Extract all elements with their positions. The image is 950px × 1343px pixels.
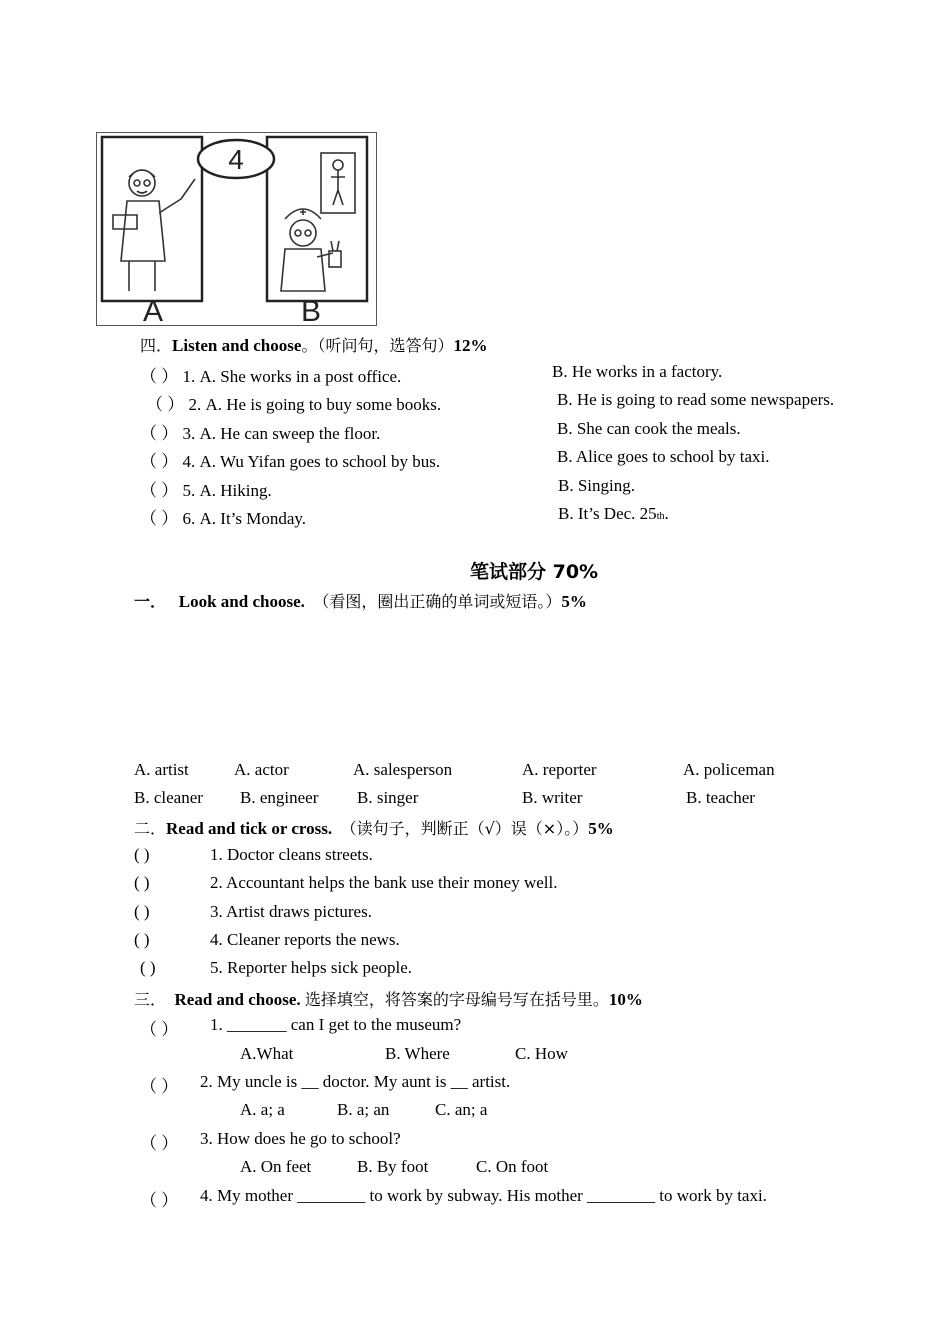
option-a: 2. A. He is going to buy some books. [188,395,442,414]
s1-option-1b[interactable]: B. cleaner [134,788,203,807]
label-a: A [142,295,164,325]
figure-number: 4 [228,144,244,175]
section3-prefix: 三． [134,990,167,1009]
s1-option-3b[interactable]: B. singer [357,788,419,807]
s2-text-3: 3. Artist draws pictures. [210,902,372,921]
answer-paren[interactable]: （ ） [146,395,185,414]
s3-question-3: 3. How does he go to school? [200,1129,401,1148]
section1-heading [134,589,587,612]
written-part-title: 笔试部分 70% [470,561,599,583]
s4-item-2-b: B. He is going to read some newspapers. [557,390,835,409]
section2-heading [134,816,614,839]
s3-q3-opt-c: C. On foot [476,1157,549,1176]
s3-q1-opt-c: C. How [515,1044,568,1063]
s3-q2-opt-b: B. a; an [337,1100,390,1119]
s3-question-4: 4. My mother ________ to work by subway. His mother ________ to work by taxi. [200,1186,767,1205]
s2-paren-2[interactable]: ( ) [134,873,150,892]
s3-paren-4[interactable]: （ ） [140,1191,179,1210]
answer-paren[interactable]: （ ） [140,509,179,528]
picture-question-4 [96,132,377,326]
s2-text-1: 1. Doctor cleans streets. [210,845,373,864]
s2-text-2: 2. Accountant helps the bank use their money well. [210,873,558,892]
section1-title: Look and choose. [178,592,305,611]
s2-paren-5[interactable]: ( ) [140,958,156,977]
s3-question-2: 2. My uncle is __ doctor. My aunt is __ artist. [200,1072,511,1091]
s3-q3-opt-a: A. On feet [240,1157,312,1176]
s4-item-3-b: B. She can cook the meals. [557,419,741,438]
s1-option-5a[interactable]: A. policeman [683,760,775,779]
s2-text-4: 4. Cleaner reports the news. [210,930,400,949]
s1-option-4a[interactable]: A. reporter [522,760,597,779]
teacher-doctor-illustration [97,133,376,325]
s1-option-5b[interactable]: B. teacher [686,788,755,807]
section1-cn: （看图，圈出正确的单词或短语。） [313,592,562,611]
s2-paren-1[interactable]: ( ) [134,845,150,864]
section2-score: 5% [588,819,614,838]
section3-cn: 选择填空，将答案的字母编号写在括号里。 [304,990,609,1009]
s4-item-1-b: B. He works in a factory. [552,362,723,381]
section4-cn: 。（听问句，选答句） [301,336,454,355]
option-b-text: B. It’s Dec. 25 [558,504,657,523]
s2-text-5: 5. Reporter helps sick people. [210,958,413,977]
section1-prefix: 一． [134,592,167,611]
answer-paren[interactable]: （ ） [140,452,179,471]
s1-option-2a[interactable]: A. actor [234,760,289,779]
option-a: 1. A. She works in a post office. [182,367,402,386]
section4-heading [140,333,487,356]
option-a: 4. A. Wu Yifan goes to school by bus. [182,452,441,471]
option-a: 6. A. It’s Monday. [182,509,307,528]
section3-title: Read and choose. [174,990,301,1009]
s3-paren-2[interactable]: （ ） [140,1077,179,1096]
s4-item-5-b: B. Singing. [558,476,635,495]
superscript-th: th [656,511,665,522]
section3-heading [134,987,643,1010]
s3-question-1: 1. _______ can I get to the museum? [210,1015,462,1034]
s1-option-4b[interactable]: B. writer [522,788,583,807]
s3-q3-opt-b: B. By foot [357,1157,429,1176]
section4-score: 12% [453,336,488,355]
teacher-figure [113,170,195,291]
s1-option-2b[interactable]: B. engineer [240,788,319,807]
section2-title: Read and tick or cross. [166,819,333,838]
option-a: 5. A. Hiking. [182,481,272,500]
section4-title: Listen and choose [172,336,302,355]
option-b-end: . [664,504,669,523]
section3-score: 10% [608,990,643,1009]
s1-option-3a[interactable]: A. salesperson [353,760,453,779]
s4-item-5 [140,476,272,501]
s3-q2-opt-a: A. a; a [240,1100,285,1119]
s3-q1-opt-b: B. Where [385,1044,450,1063]
doctor-figure [281,153,355,291]
section2-prefix: 二． [134,819,167,838]
section4-prefix: 四． [140,336,173,355]
section1-score: 5% [561,592,587,611]
s4-item-4 [140,447,440,472]
s3-paren-1[interactable]: （ ） [140,1020,179,1039]
s4-item-2 [146,390,441,415]
s2-paren-4[interactable]: ( ) [134,930,150,949]
answer-paren[interactable]: （ ） [140,481,179,500]
s4-item-6-b [558,504,669,524]
s4-item-3 [140,419,380,444]
s4-item-6 [140,504,306,529]
s4-item-1 [140,362,401,387]
section2-cn: （读句子，判断正（√）误（×）。） [340,819,589,838]
option-a: 3. A. He can sweep the floor. [182,424,381,443]
answer-paren[interactable]: （ ） [140,424,179,443]
answer-paren[interactable]: （ ） [140,367,179,386]
s1-option-1a[interactable]: A. artist [134,760,189,779]
s3-q2-opt-c: C. an; a [435,1100,488,1119]
s3-paren-3[interactable]: （ ） [140,1134,179,1153]
s4-item-4-b: B. Alice goes to school by taxi. [557,447,770,466]
s3-q1-opt-a: A.What [240,1044,294,1063]
s2-paren-3[interactable]: ( ) [134,902,150,921]
label-b: B [300,295,322,325]
